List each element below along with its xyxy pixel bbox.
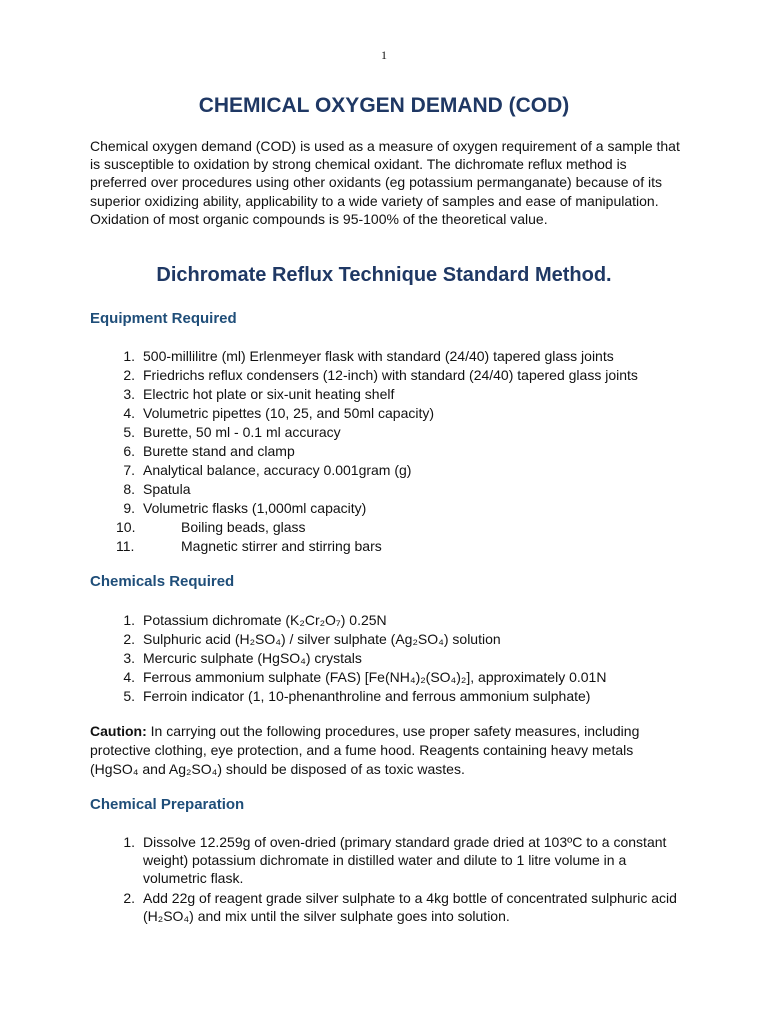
list-item [90,687,690,706]
list-item-text: Burette, 50 ml - 0.1 ml accuracy [143,424,341,440]
chemicals-heading: Chemicals Required [90,573,235,590]
list-item-number: 2. [123,631,135,647]
list-item-text: Ferrous ammonium sulphate (FAS) [Fe(NH₄)₂(SO₄)₂], approximately 0.01N [143,669,607,685]
list-item [90,404,690,423]
list-item-text: Magnetic stirrer and stirring bars [181,538,382,554]
list-item [90,499,690,518]
list-item-text: Sulphuric acid (H₂SO₄) / silver sulphate (Ag₂SO₄) solution [143,631,501,647]
list-item [90,366,690,385]
list-item-text: Analytical balance, accuracy 0.001gram (g) [143,462,412,478]
list-item [90,537,690,556]
list-item-text: Potassium dichromate (K₂Cr₂O₇) 0.25N [143,612,387,628]
list-item-text: Mercuric sulphate (HgSO₄) crystals [143,650,362,666]
caution-text: In carrying out the following procedures, use proper safety measures, including protective clothing, eye protection, and a fume hood. Reagents containing heavy metals (HgSO₄ and Ag₂SO₄) should be disposed of as toxic wastes. [90,723,640,777]
list-item-text: Dissolve 12.259g of oven-dried (primary standard grade dried at 103ºC to a constant weight) potassium dichromate in distilled water and dilute to 1 litre volume in a volumetric flask. [143,834,667,886]
list-item-number: 5. [123,424,135,440]
intro-paragraph: Chemical oxygen demand (COD) is used as a measure of oxygen requirement of a sample that is susceptible to oxidation by strong chemical oxidant. The dichromate reflux method is preferred over procedures using other oxidants (eg potassium permanganate) because of its superior oxidizing ability, applicability to a wide variety of samples and ease of manipulation. Oxidation of most organic compounds is 95-100% of the theoretical value. [90,138,680,227]
chemicals-list [90,611,690,706]
list-item [90,668,690,687]
list-item-number: 8. [123,481,135,497]
list-item-number: 1. [123,348,135,364]
list-item [90,889,690,925]
list-item [90,347,690,366]
list-item-number: 2. [123,890,135,906]
list-item [90,630,690,649]
equipment-heading: Equipment Required [90,310,237,327]
list-item [90,385,690,404]
preparation-heading: Chemical Preparation [90,796,245,813]
list-item [90,611,690,630]
list-item-text: Spatula [143,481,191,497]
list-item-number: 4. [123,405,135,421]
equipment-list [90,347,690,556]
list-item-number: 1. [123,834,135,850]
list-item-text: Volumetric flasks (1,000ml capacity) [143,500,367,516]
list-item-number: 3. [123,650,135,666]
list-item-number: 3. [123,386,135,402]
list-item-number: 9. [123,500,135,516]
list-item-text: Volumetric pipettes (10, 25, and 50ml capacity) [143,405,435,421]
method-subtitle: Dichromate Reflux Technique Standard Method. [156,264,612,286]
list-item-number: 11. [116,538,135,554]
list-item-text: Add 22g of reagent grade silver sulphate to a 4kg bottle of concentrated sulphuric acid (H₂SO₄) and mix until the silver sulphate goes into solution. [143,890,677,924]
list-item-number: 7. [123,462,135,478]
list-item-number: 6. [123,443,135,459]
list-item-text: Boiling beads, glass [181,519,306,535]
list-item [90,461,690,480]
page-number: 1 [381,48,387,62]
list-item [90,480,690,499]
document-title: CHEMICAL OXYGEN DEMAND (COD) [198,94,570,117]
list-item [90,442,690,461]
caution-label: Caution: [90,723,147,739]
list-item-number: 2. [123,367,135,383]
list-item-text: Electric hot plate or six-unit heating shelf [143,386,395,402]
list-item-number: 5. [123,688,135,704]
list-item-number: 1. [123,612,135,628]
list-item-number: 10. [116,519,136,535]
list-item-text: Friedrichs reflux condensers (12-inch) with standard (24/40) tapered glass joints [143,367,638,383]
list-item [90,833,690,887]
caution-note [90,722,680,779]
list-item-text: 500-millilitre (ml) Erlenmeyer flask with standard (24/40) tapered glass joints [143,348,614,364]
list-item [90,423,690,442]
list-item-text: Ferroin indicator (1, 10-phenanthroline and ferrous ammonium sulphate) [143,688,591,704]
list-item-number: 4. [123,669,135,685]
list-item [90,649,690,668]
list-item-text: Burette stand and clamp [143,443,295,459]
preparation-list [90,833,690,927]
list-item [90,518,690,537]
